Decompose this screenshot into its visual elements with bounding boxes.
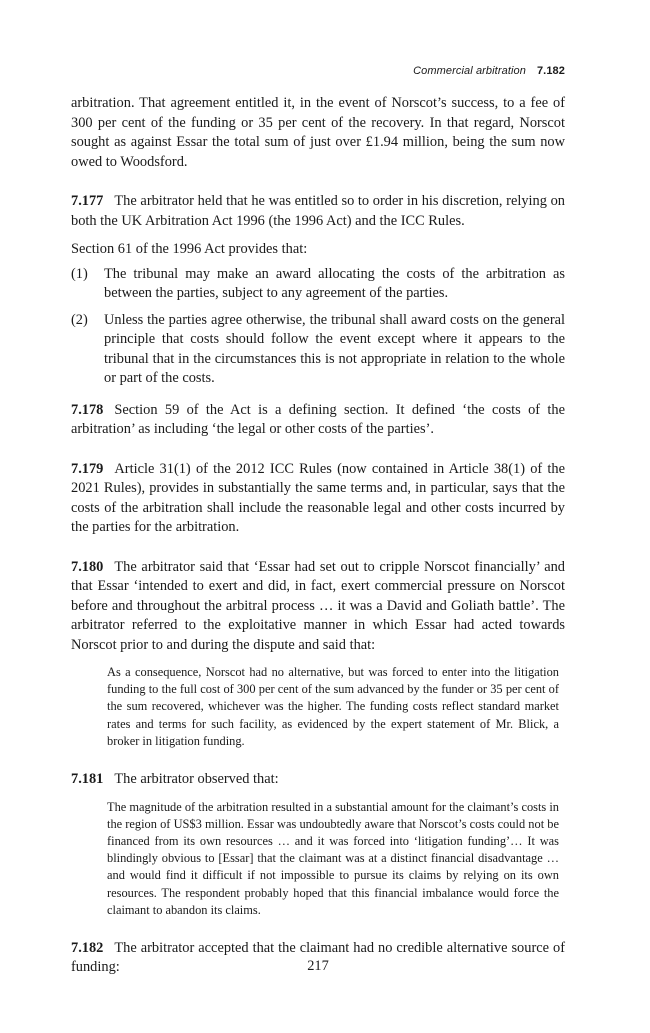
statute-list-item bbox=[71, 311, 565, 389]
running-head bbox=[413, 65, 565, 77]
paragraph-number: 7.180 bbox=[71, 558, 104, 575]
paragraph-number: 7.179 bbox=[71, 460, 104, 477]
block-quote bbox=[107, 664, 559, 750]
statute-list bbox=[71, 265, 565, 389]
paragraph-7-179 bbox=[71, 460, 565, 538]
paragraph-body: The arbitrator observed that: bbox=[114, 771, 279, 788]
paragraph-body: Section 59 of the Act is a defining section. It defined ‘the costs of the arbitration’ as including ‘the legal or other costs of the parties’. bbox=[71, 401, 565, 437]
list-item-text: The tribunal may make an award allocating the costs of the arbitration as between the parties, subject to any agreement of the parties. bbox=[104, 265, 565, 301]
block-quote-text: The magnitude of the arbitration resulted in a substantial amount for the claimant’s costs in the region of US$3 million. Essar was undoubtedly aware that Norscot’s costs could not be financed from its own resources … and it was forced into ‘litigation funding’… It was blindingly obvious to [Essar] that the claimant was at a distinct financial disadvantage … and would find it difficult if not impossible to pursue its claims by relying on its own resources. The respondent probably hoped that this financial imbalance would force the claimant to abandon its claims. bbox=[107, 799, 559, 917]
paragraph-body: The arbitrator accepted that the claimant had no credible alternative source of funding: bbox=[71, 939, 565, 976]
list-marker: (2) bbox=[71, 311, 88, 328]
running-head-title: Commercial arbitration bbox=[413, 65, 526, 77]
paragraph-number: 7.181 bbox=[71, 771, 104, 788]
page-number: 217 bbox=[307, 958, 329, 974]
list-marker: (1) bbox=[71, 265, 88, 282]
paragraph-body: The arbitrator said that ‘Essar had set out to cripple Norscot financially’ and that Essar ‘intended to exert and did, in fact, exert commercial pressure on Norscot before and throughout the arbitral process … it was a David and Goliath battle’. The arbitrator referred to the exploitative manner in which Essar had acted towards Norscot prior to and during the dispute and said that: bbox=[71, 558, 565, 653]
statute-list-item bbox=[71, 265, 565, 304]
paragraph-7-177 bbox=[71, 192, 565, 389]
paragraph-continuation: arbitration. That agreement entitled it, in the event of Norscot’s success, to a fee of 300 per cent of the funding or 35 per cent of the recovery. In that regard, Norscot sought as against Essar the total sum of just over £1.94 million, being the sum now owed to Woodsford. bbox=[71, 95, 565, 170]
paragraph-7-181-text bbox=[71, 770, 565, 790]
block-quote bbox=[107, 799, 559, 919]
paragraph-7-181 bbox=[71, 770, 565, 919]
paragraph-7-178 bbox=[71, 401, 565, 440]
paragraph-7-180 bbox=[71, 558, 565, 751]
paragraph-number: 7.177 bbox=[71, 193, 104, 209]
block-quote-text: As a consequence, Norscot had no alternative, but was forced to enter into the litigation funding to the full cost of 300 per cent of the sum advanced by the funder or 35 per cent of the sum recovered, whichever was the higher. The funding costs reflect standard market rates and terms for such facility, as evidenced by the expert statement of Mr. Blick, a broker in litigation funding. bbox=[107, 665, 559, 748]
page-body bbox=[71, 94, 565, 978]
paragraph-7-178-text bbox=[71, 401, 565, 440]
paragraph-number: 7.182 bbox=[71, 939, 104, 956]
paragraph-body: The arbitrator held that he was entitled so to order in his discretion, relying on both the UK Arbitration Act 1996 (the 1996 Act) and the ICC Rules. bbox=[71, 193, 565, 229]
paragraph-number: 7.178 bbox=[71, 401, 104, 418]
paragraph-7-180-text bbox=[71, 558, 565, 656]
running-head-section: 7.182 bbox=[536, 65, 565, 77]
list-item-text: Unless the parties agree otherwise, the tribunal shall award costs on the general principle that costs should follow the event except where it appears to the tribunal that in the circumstances this is not appropriate in relation to the whole or part of the costs. bbox=[104, 311, 565, 386]
statute-lead-in: Section 61 of the 1996 Act provides that: bbox=[71, 241, 308, 257]
paragraph-7-177-text bbox=[71, 192, 565, 231]
paragraph-body: Article 31(1) of the 2012 ICC Rules (now contained in Article 38(1) of the 2021 Rules), provides in substantially the same terms and, in particular, says that the costs of the arbitration shall include the reasonable legal and other costs incurred by the parties for the arbitration. bbox=[71, 460, 565, 535]
paragraph-7-179-text bbox=[71, 460, 565, 538]
